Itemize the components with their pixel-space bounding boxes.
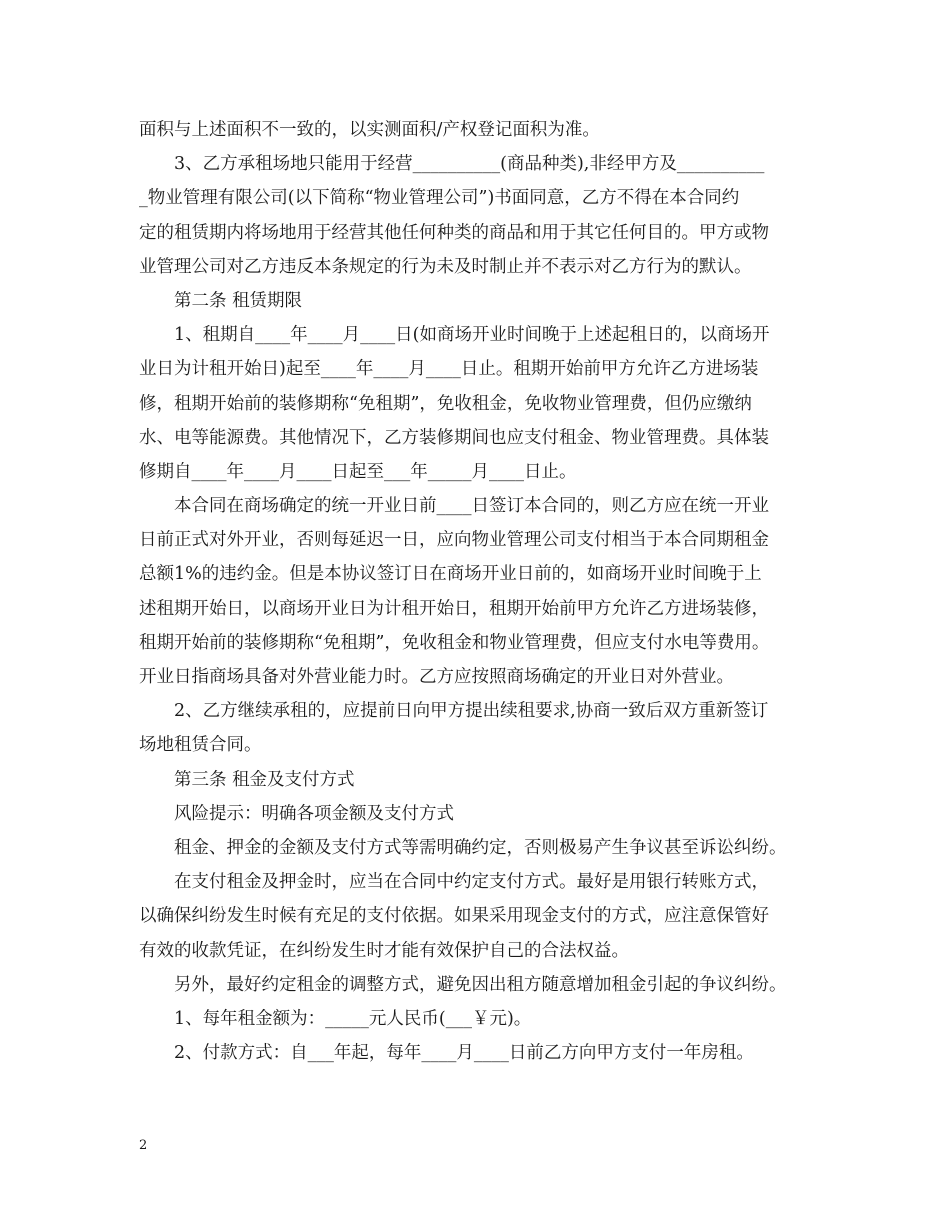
text-line: 业日为计租开始日)起至____年____月____日止。租期开始前甲方允许乙方进场装 [139, 359, 759, 380]
text-line: _物业管理有限公司(以下简称“物业管理公司”)书面同意，乙方不得在本合同约 [139, 188, 740, 209]
text-line: 业管理公司对乙方违反本条规定的行为未及时制止并不表示对乙方行为的默认。 [139, 256, 752, 277]
text-line: 面积与上述面积不一致的，以实测面积/产权登记面积为准。 [139, 120, 600, 140]
text-line: 修，租期开始前的装修期称“免租期”，免收租金，免收物业管理费，但仍应缴纳 [139, 393, 752, 414]
text-line: 以确保纠纷发生时候有充足的支付依据。如果采用现金支付的方式，应注意保管好 [139, 906, 769, 927]
text-line: 第三条 租金及支付方式 [174, 769, 355, 790]
text-line: 修期自____年____月____日起至___年_____月____日止。 [139, 461, 577, 482]
text-line: 1、租期自____年____月____日(如商场开业时间晚于上述起租日的，以商场开 [174, 325, 770, 346]
text-line: 3、乙方承租场地只能用于经营__________(商品种类),非经甲方及__________ [174, 154, 765, 175]
text-line: 租金、押金的金额及支付方式等需明确约定，否则极易产生争议甚至诉讼纠纷。 [174, 837, 787, 858]
page-number: 2 [139, 1138, 148, 1153]
text-line: 日前正式对外开业，否则每延迟一日，应向物业管理公司支付相当于本合同期租金 [139, 530, 769, 551]
text-line: 另外，最好约定租金的调整方式，避免因出租方随意增加租金引起的争议纠纷。 [174, 974, 787, 995]
text-line: 总额1%的违约金。但是本协议签订日在商场开业日前的，如商场开业时间晚于上 [139, 564, 762, 585]
text-line: 述租期开始日，以商场开业日为计租开始日，租期开始前甲方允许乙方进场装修， [139, 598, 769, 619]
text-line: 2、乙方继续承租的，应提前日向甲方提出续租要求,协商一致后双方重新签订 [174, 701, 769, 722]
document-body [139, 113, 819, 1070]
text-line: 开业日指商场具备对外营业能力时。乙方应按照商场确定的开业日对外营业。 [139, 667, 734, 687]
text-line: 水、电等能源费。其他情况下，乙方装修期间也应支付租金、物业管理费。具体装 [139, 427, 769, 448]
text-line: 定的租赁期内将场地用于经营其他任何种类的商品和用于其它任何目的。甲方或物 [139, 222, 769, 243]
text-line: 第二条 租赁期限 [174, 290, 303, 311]
text-line: 1、每年租金额为：_____元人民币(___￥元)。 [174, 1008, 532, 1029]
text-line: 场地租赁合同。 [139, 735, 262, 756]
text-line: 有效的收款凭证，在纠纷发生时才能有效保护自己的合法权益。 [139, 940, 629, 961]
text-line: 本合同在商场确定的统一开业日前____日签订本合同的，则乙方应在统一开业 [174, 496, 769, 517]
text-line: 2、付款方式：自___年起，每年____月____日前乙方向甲方支付一年房租。 [174, 1043, 754, 1064]
text-line: 在支付租金及押金时，应当在合同中约定支付方式。最好是用银行转账方式， [174, 872, 769, 893]
text-line: 风险提示：明确各项金额及支付方式 [174, 803, 454, 824]
text-line: 租期开始前的装修期称“免租期”，免收租金和物业管理费，但应支付水电等费用。 [139, 632, 770, 653]
